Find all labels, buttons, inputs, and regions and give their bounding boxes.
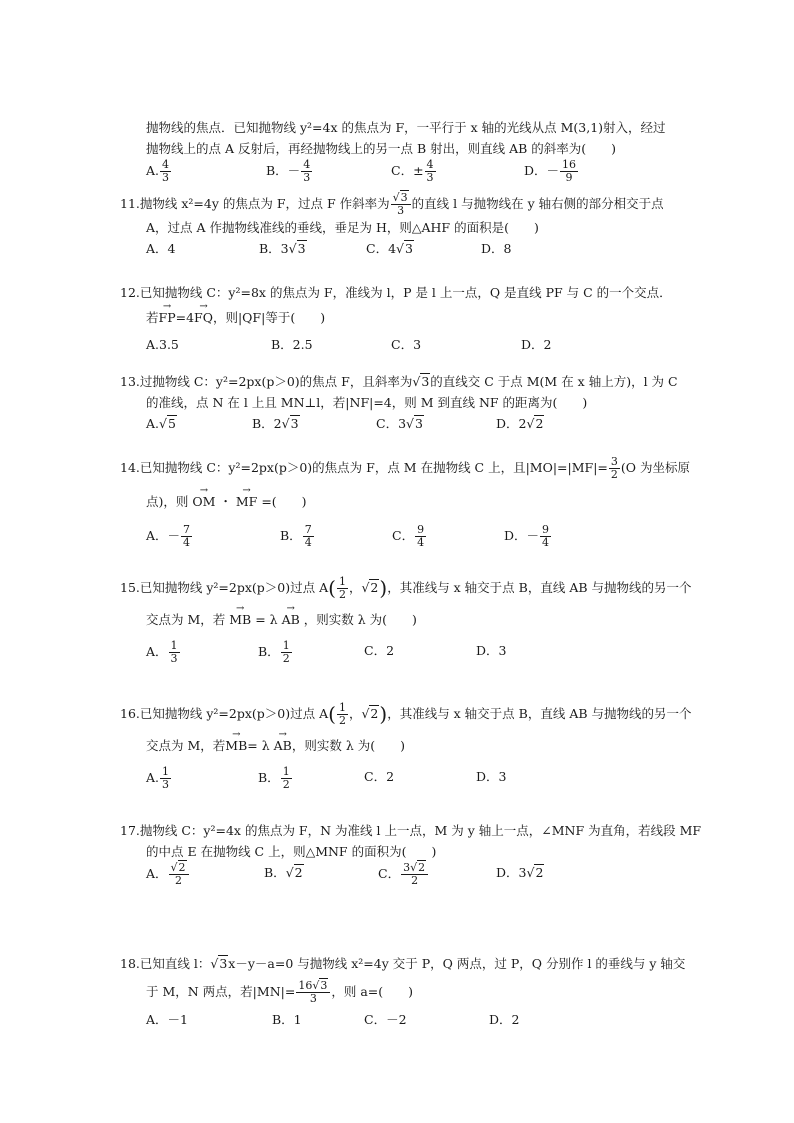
q16-option-d[interactable]: D．3 (476, 769, 507, 784)
q16-options (146, 766, 705, 800)
q18-option-b[interactable]: B．1 (272, 1012, 302, 1027)
question-14 (120, 456, 705, 558)
question-11 (120, 192, 705, 260)
q15-option-c[interactable]: C．2 (364, 643, 395, 658)
question-13 (120, 371, 705, 435)
q10-option-c[interactable]: C．± $\frac{4}{3}$ (391, 158, 434, 184)
q12-option-b[interactable]: B．2.5 (271, 337, 313, 352)
q14-option-a[interactable]: A．－ $\frac{7}{4}$ (146, 523, 191, 549)
q16-stem-line2: 交点为 M，若→ MB= λ → AB，则实数 λ 为( ) (120, 735, 705, 756)
q11-option-c[interactable]: C．4√3 (366, 241, 413, 256)
q13-option-b[interactable]: B．2√3 (252, 416, 299, 431)
q17-option-c[interactable]: C． $\frac{3√2}{2}$ (378, 862, 429, 887)
q17-stem-line1: 17.抛物线 C：y²=4x 的焦点为 F，N 为准线 l 上一点，M 为 y 轴上一点，∠MNF 为直角，若线段 MF (120, 823, 702, 838)
question-17 (120, 820, 705, 896)
q13-option-c[interactable]: C．3√3 (376, 416, 423, 431)
q18-option-c[interactable]: C．－2 (364, 1012, 407, 1027)
q12-options (146, 334, 705, 356)
q12-option-d[interactable]: D．2 (521, 337, 552, 352)
q18-stem-line2: 于 M，N 两点，若|MN|= $\frac{16√3}{3}$ ，则 a=( ) (146, 979, 413, 1005)
question-18 (120, 953, 705, 1031)
q16-option-c[interactable]: C．2 (364, 769, 395, 784)
q11-stem-line1: 11.抛物线 x²=4y 的焦点为 F，过点 F 作斜率为 $\frac{√3}{3}$ 的直线 l 与抛物线在 y 轴右侧的部分相交于点 (120, 191, 664, 217)
q15-stem-line1: 15.已知抛物线 y²=2px(p＞0)过点 A( $\frac{1}{2}$ ，√2)，其准线与 x 轴交于点 B，直线 AB 与抛物线的另一个 (120, 575, 692, 601)
q12-option-a[interactable]: A.3.5 (146, 337, 179, 352)
q13-stem-line1: 13.过抛物线 C：y²=2px(p＞0)的焦点 F，且斜率为√3的直线交 C 于点 M(M 在 x 轴上方)，l 为 C (120, 374, 678, 389)
q13-stem-line2: 的准线，点 N 在 l 上且 MN⊥l，若|NF|=4，则 M 到直线 NF 的距离为( ) (146, 395, 588, 410)
q15-options (146, 640, 705, 674)
q18-options (146, 1009, 705, 1031)
q11-option-b[interactable]: B．3√3 (259, 241, 306, 256)
q13-option-d[interactable]: D．2√2 (496, 416, 544, 431)
question-16 (120, 702, 705, 800)
q10-option-b[interactable]: B．－ $\frac{4}{3}$ (266, 158, 311, 184)
q16-option-b[interactable]: B． $\frac{1}{2}$ (258, 765, 290, 791)
q10-option-a[interactable]: A. $\frac{4}{3}$ (146, 158, 170, 184)
q17-option-d[interactable]: D．3√2 (496, 865, 544, 880)
q12-option-c[interactable]: C．3 (391, 337, 422, 352)
q15-option-a[interactable]: A． $\frac{1}{3}$ (146, 639, 178, 665)
q17-option-a[interactable]: A． $\frac{√2}{2}$ (146, 862, 190, 887)
q10-stem-line2: 抛物线上的点 A 反射后，再经抛物线上的另一点 B 射出，则直线 AB 的斜率为( ) (146, 141, 617, 156)
q14-stem-line2: 点)，则 → OM ・ → MF =( ) (120, 491, 705, 512)
q13-options (146, 413, 705, 435)
question-10 (120, 117, 705, 193)
q11-option-a[interactable]: A．4 (146, 241, 176, 256)
q18-option-d[interactable]: D．2 (489, 1012, 520, 1027)
q10-stem-line1: 抛物线的焦点．已知抛物线 y²=4x 的焦点为 F，一平行于 x 轴的光线从点 M(3,1)射入，经过 (146, 120, 666, 135)
q15-option-b[interactable]: B． $\frac{1}{2}$ (258, 639, 290, 665)
q11-stem-line2: A，过点 A 作抛物线准线的垂线，垂足为 H，则△AHF 的面积是( ) (146, 220, 539, 235)
q14-stem-line1: 14.已知抛物线 C：y²=2px(p＞0)的焦点为 F，点 M 在抛物线 C 上，且|MO|=|MF|= $\frac{3}{2}$ (O 为坐标原 (120, 455, 691, 481)
q13-option-a[interactable]: A.√5 (146, 416, 176, 431)
q14-option-c[interactable]: C． $\frac{9}{4}$ (392, 523, 425, 549)
question-15 (120, 576, 705, 674)
q18-stem-line1: 18.已知直线 l：√3x－y－a=0 与抛物线 x²=4y 交于 P，Q 两点，过 P，Q 分别作 l 的垂线与 y 轴交 (120, 956, 686, 971)
q12-stem-line2: 若→ FP=4→ FQ，则|QF|等于( ) (120, 307, 705, 328)
q16-stem-line1: 16.已知抛物线 y²=2px(p＞0)过点 A( $\frac{1}{2}$ ，√2)，其准线与 x 轴交于点 B，直线 AB 与抛物线的另一个 (120, 701, 692, 727)
q11-options (146, 238, 705, 260)
q14-options (146, 524, 705, 558)
q10-option-d[interactable]: D．－ $\frac{16}{9}$ (524, 158, 577, 184)
q10-options (146, 159, 705, 193)
q14-option-d[interactable]: D．－ $\frac{9}{4}$ (504, 523, 550, 549)
q15-option-d[interactable]: D．3 (476, 643, 507, 658)
q17-options (146, 862, 705, 896)
q17-stem-line2: 的中点 E 在抛物线 C 上，则△MNF 的面积为( ) (146, 844, 437, 859)
q18-option-a[interactable]: A．－1 (146, 1012, 188, 1027)
q11-option-d[interactable]: D．8 (481, 241, 512, 256)
q12-stem-line1: 12.已知抛物线 C：y²=8x 的焦点为 F，准线为 l，P 是 l 上一点，Q 是直线 PF 与 C 的一个交点． (120, 285, 672, 300)
question-12 (120, 282, 705, 356)
q17-option-b[interactable]: B．√2 (264, 865, 303, 880)
q14-option-b[interactable]: B． $\frac{7}{4}$ (280, 523, 312, 549)
q15-stem-line2: 交点为 M，若 → MB = λ → AB ，则实数 λ 为( ) (120, 609, 705, 630)
q16-option-a[interactable]: A. $\frac{1}{3}$ (146, 765, 170, 791)
